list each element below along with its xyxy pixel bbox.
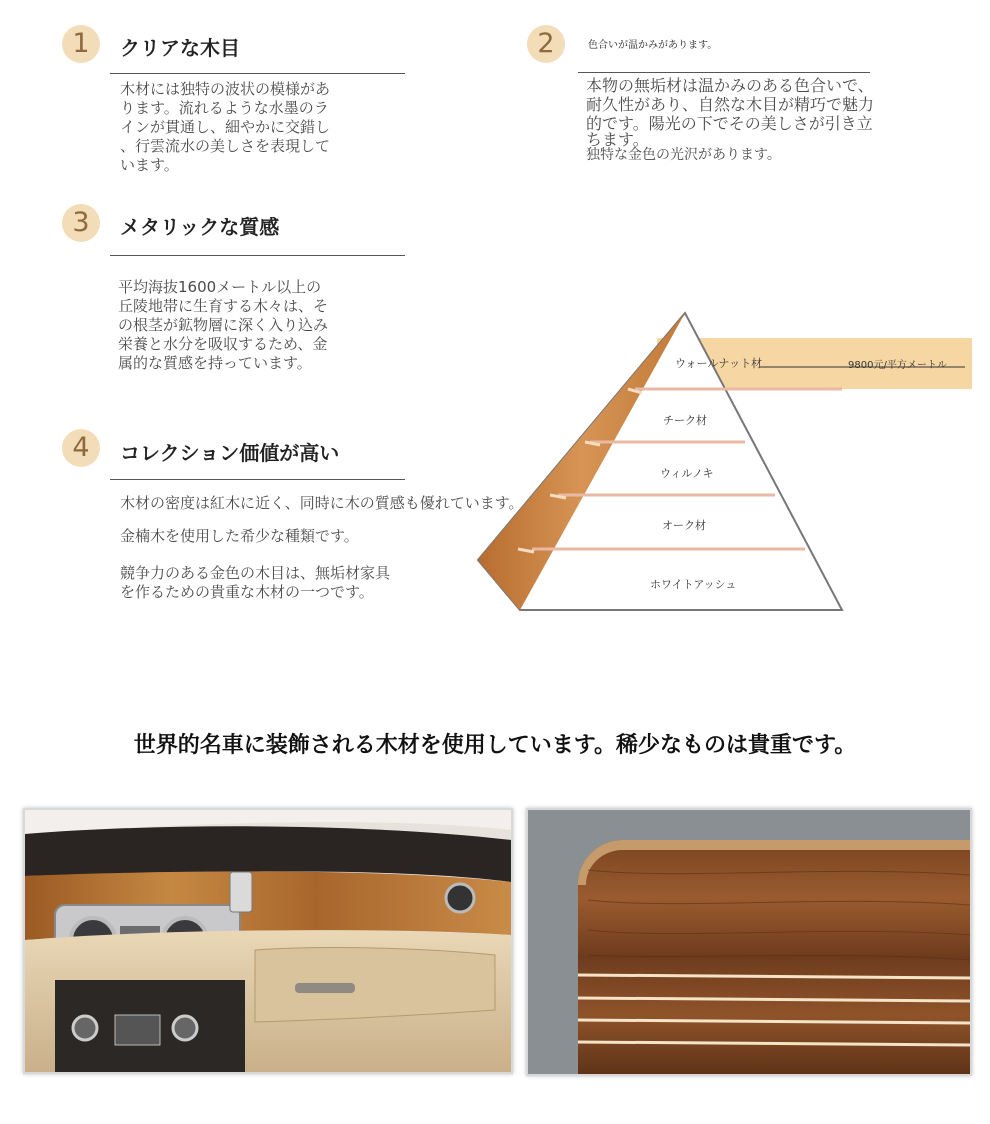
page-banner: 世界的名車に装飾される木材を使用しています。稀少なものは貴重です。 bbox=[133, 733, 857, 758]
feature-text-4-line-2: 金楠木を使用した希少な種類です。 bbox=[120, 527, 359, 545]
wood-panel-closeup-photo bbox=[526, 808, 972, 1076]
pyramid-tier-4: ホワイトアッシュ bbox=[650, 578, 737, 591]
feature-title-3: メタリックな質感 bbox=[120, 215, 280, 239]
car-dashboard-photo bbox=[23, 808, 513, 1074]
feature-divider-1 bbox=[110, 73, 405, 74]
number-badge-2: 2 bbox=[527, 25, 565, 63]
feature-divider-4 bbox=[110, 479, 405, 480]
wood-grade-pyramid bbox=[470, 305, 980, 615]
feature-text-1: 木材には独特の波状の模様があ ります。流れるような水墨のラ インが貫通し、細やかに交錯し 、行雲流水の美しさを表現して います。 bbox=[120, 80, 331, 174]
pyramid-tier-2: ウィルノキ bbox=[660, 467, 714, 480]
feature-divider-2 bbox=[578, 72, 870, 73]
pyramid-tier-1: チーク材 bbox=[663, 414, 707, 427]
feature-text-4-line-3: 競争力のある金色の木目は、無垢材家具 を作るための貴重な木材の一つです。 bbox=[120, 564, 391, 601]
pyramid-top-label: ウォールナット材 bbox=[675, 357, 763, 370]
feature-title-1: クリアな木目 bbox=[120, 36, 240, 60]
number-badge-1: 1 bbox=[62, 25, 100, 63]
number-badge-3: 3 bbox=[62, 204, 100, 242]
number-badge-4: 4 bbox=[62, 429, 100, 467]
pyramid-top-price: 9800元/平方メートル bbox=[848, 360, 947, 371]
feature-text-2: 本物の無垢材は温かみのある色合いで、 耐久性があり、自然な木目が精巧で魅力 的です。陽光の下でその美しさが引き立 ちます。 独特な金色の光沢があります。 bbox=[586, 76, 875, 163]
feature-text-4-line-1: 木材の密度は紅木に近く、同時に木の質感も優れています。 bbox=[120, 494, 524, 512]
feature-title-4: コレクション価値が高い bbox=[120, 441, 340, 465]
feature-text-3: 平均海抜1600メートル以上の 丘陵地帯に生育する木々は、そ の根茎が鉱物層に深く入り込み 栄養と水分を吸収するため、金 属的な質感を持っています。 bbox=[118, 278, 329, 372]
feature-divider-3 bbox=[110, 255, 405, 256]
feature-title-2: 色合いが温かみがあります。 bbox=[588, 40, 718, 51]
pyramid-tier-3: オーク材 bbox=[662, 519, 706, 532]
